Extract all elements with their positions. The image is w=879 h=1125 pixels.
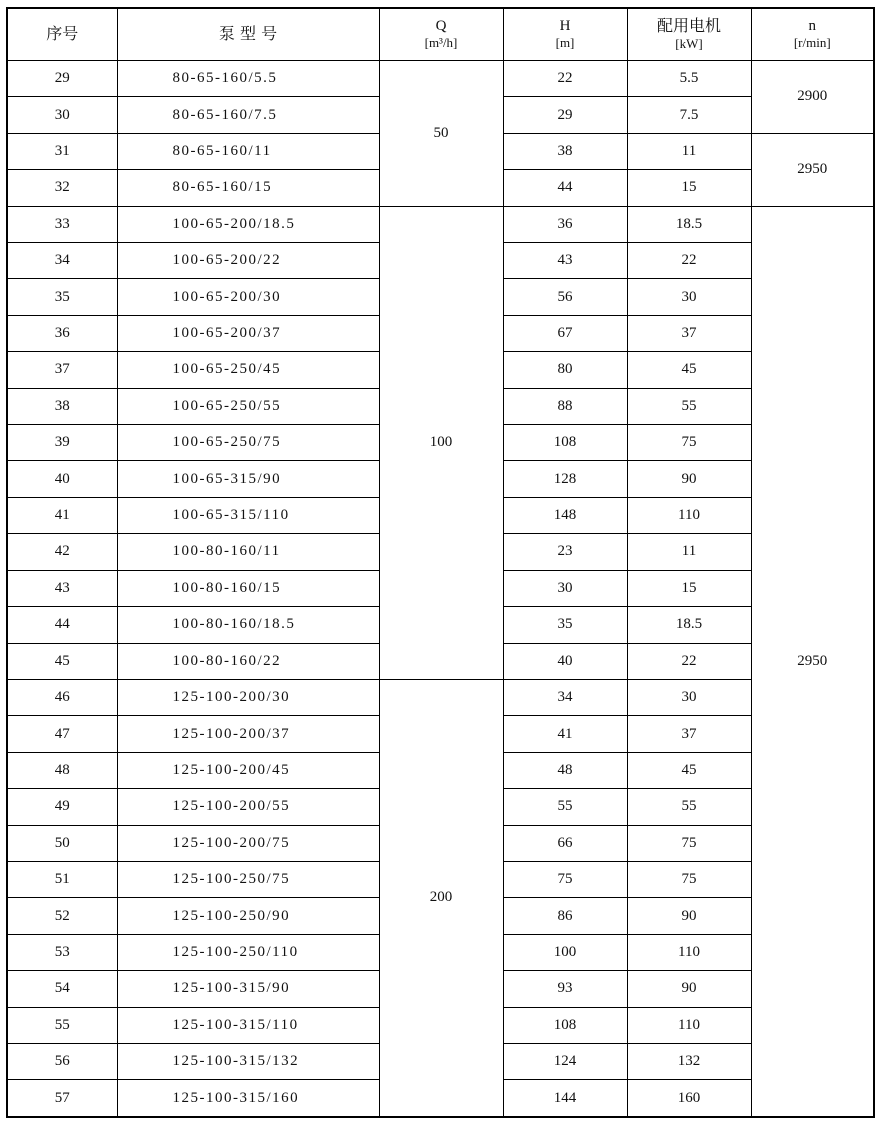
power-cell: 30 [627,279,751,315]
header-power: 配用电机 [kW] [627,8,751,61]
model-cell: 100-65-250/55 [117,388,379,424]
seq-cell: 40 [7,461,117,497]
table-header [7,8,874,61]
power-cell: 75 [627,861,751,897]
power-cell: 90 [627,461,751,497]
header-speed: n [r/min] [751,8,874,61]
power-cell: 22 [627,643,751,679]
model-cell: 100-65-315/90 [117,461,379,497]
header-model: 泵 型 号 [117,8,379,61]
head-cell: 44 [503,170,627,206]
model-cell: 125-100-200/45 [117,752,379,788]
power-cell: 37 [627,716,751,752]
power-cell: 55 [627,789,751,825]
model-cell: 125-100-315/132 [117,1043,379,1079]
seq-cell: 37 [7,352,117,388]
table-body [7,61,874,1118]
table-row [7,206,874,242]
head-cell: 66 [503,825,627,861]
seq-cell: 33 [7,206,117,242]
power-cell: 75 [627,825,751,861]
power-cell: 15 [627,570,751,606]
model-cell: 100-65-200/22 [117,243,379,279]
flow-cell: 200 [379,679,503,1117]
header-seq: 序号 [7,8,117,61]
model-cell: 125-100-200/75 [117,825,379,861]
power-cell: 90 [627,971,751,1007]
power-cell: 45 [627,752,751,788]
power-cell: 11 [627,133,751,169]
seq-cell: 44 [7,607,117,643]
model-cell: 125-100-200/55 [117,789,379,825]
model-cell: 80-65-160/11 [117,133,379,169]
seq-cell: 29 [7,61,117,97]
seq-cell: 49 [7,789,117,825]
model-cell: 100-65-200/18.5 [117,206,379,242]
head-cell: 55 [503,789,627,825]
head-cell: 128 [503,461,627,497]
model-cell: 100-65-200/37 [117,315,379,351]
power-cell: 110 [627,1007,751,1043]
power-cell: 45 [627,352,751,388]
power-cell: 22 [627,243,751,279]
model-cell: 125-100-315/160 [117,1080,379,1117]
model-cell: 125-100-315/110 [117,1007,379,1043]
seq-cell: 31 [7,133,117,169]
head-cell: 67 [503,315,627,351]
header-flow: Q [m³/h] [379,8,503,61]
speed-cell: 2950 [751,133,874,206]
model-cell: 125-100-315/90 [117,971,379,1007]
header-speed-unit: [r/min] [793,34,831,50]
head-cell: 34 [503,679,627,715]
seq-cell: 45 [7,643,117,679]
head-cell: 56 [503,279,627,315]
head-cell: 93 [503,971,627,1007]
power-cell: 7.5 [627,97,751,133]
model-cell: 125-100-200/37 [117,716,379,752]
model-cell: 100-80-160/11 [117,534,379,570]
seq-cell: 35 [7,279,117,315]
model-cell: 100-80-160/15 [117,570,379,606]
head-cell: 100 [503,934,627,970]
head-cell: 48 [503,752,627,788]
head-cell: 80 [503,352,627,388]
seq-cell: 46 [7,679,117,715]
power-cell: 90 [627,898,751,934]
seq-cell: 56 [7,1043,117,1079]
head-cell: 23 [503,534,627,570]
seq-cell: 43 [7,570,117,606]
head-cell: 148 [503,497,627,533]
head-cell: 36 [503,206,627,242]
head-cell: 29 [503,97,627,133]
table-row [7,679,874,715]
head-cell: 41 [503,716,627,752]
header-head: H [m] [503,8,627,61]
power-cell: 37 [627,315,751,351]
header-head-unit: [m] [555,34,575,50]
flow-cell: 100 [379,206,503,679]
head-cell: 88 [503,388,627,424]
head-cell: 144 [503,1080,627,1117]
power-cell: 132 [627,1043,751,1079]
model-cell: 100-65-200/30 [117,279,379,315]
header-flow-unit: [m³/h] [424,34,458,50]
header-power-unit: [kW] [675,35,703,51]
seq-cell: 51 [7,861,117,897]
header-row [7,8,874,61]
model-cell: 125-100-250/75 [117,861,379,897]
head-cell: 40 [503,643,627,679]
model-cell: 125-100-250/90 [117,898,379,934]
power-cell: 75 [627,425,751,461]
power-cell: 11 [627,534,751,570]
head-cell: 108 [503,425,627,461]
seq-cell: 42 [7,534,117,570]
seq-cell: 41 [7,497,117,533]
speed-cell: 2900 [751,61,874,134]
model-cell: 100-80-160/18.5 [117,607,379,643]
seq-cell: 52 [7,898,117,934]
flow-cell: 50 [379,61,503,207]
seq-cell: 34 [7,243,117,279]
power-cell: 5.5 [627,61,751,97]
power-cell: 18.5 [627,206,751,242]
model-cell: 100-80-160/22 [117,643,379,679]
seq-cell: 50 [7,825,117,861]
model-cell: 125-100-200/30 [117,679,379,715]
model-cell: 100-65-250/45 [117,352,379,388]
power-cell: 110 [627,497,751,533]
model-cell: 80-65-160/7.5 [117,97,379,133]
head-cell: 38 [503,133,627,169]
power-cell: 30 [627,679,751,715]
seq-cell: 38 [7,388,117,424]
model-cell: 100-65-315/110 [117,497,379,533]
seq-cell: 55 [7,1007,117,1043]
power-cell: 160 [627,1080,751,1117]
power-cell: 18.5 [627,607,751,643]
head-cell: 75 [503,861,627,897]
pump-spec-table [6,7,875,1118]
seq-cell: 57 [7,1080,117,1117]
power-cell: 110 [627,934,751,970]
seq-cell: 39 [7,425,117,461]
seq-cell: 32 [7,170,117,206]
seq-cell: 54 [7,971,117,1007]
head-cell: 30 [503,570,627,606]
head-cell: 22 [503,61,627,97]
table-row [7,61,874,97]
head-cell: 35 [503,607,627,643]
seq-cell: 47 [7,716,117,752]
power-cell: 15 [627,170,751,206]
seq-cell: 48 [7,752,117,788]
model-cell: 80-65-160/5.5 [117,61,379,97]
seq-cell: 30 [7,97,117,133]
model-cell: 100-65-250/75 [117,425,379,461]
seq-cell: 36 [7,315,117,351]
head-cell: 43 [503,243,627,279]
model-cell: 80-65-160/15 [117,170,379,206]
power-cell: 55 [627,388,751,424]
speed-cell: 2950 [751,206,874,1117]
model-cell: 125-100-250/110 [117,934,379,970]
seq-cell: 53 [7,934,117,970]
head-cell: 124 [503,1043,627,1079]
head-cell: 86 [503,898,627,934]
head-cell: 108 [503,1007,627,1043]
